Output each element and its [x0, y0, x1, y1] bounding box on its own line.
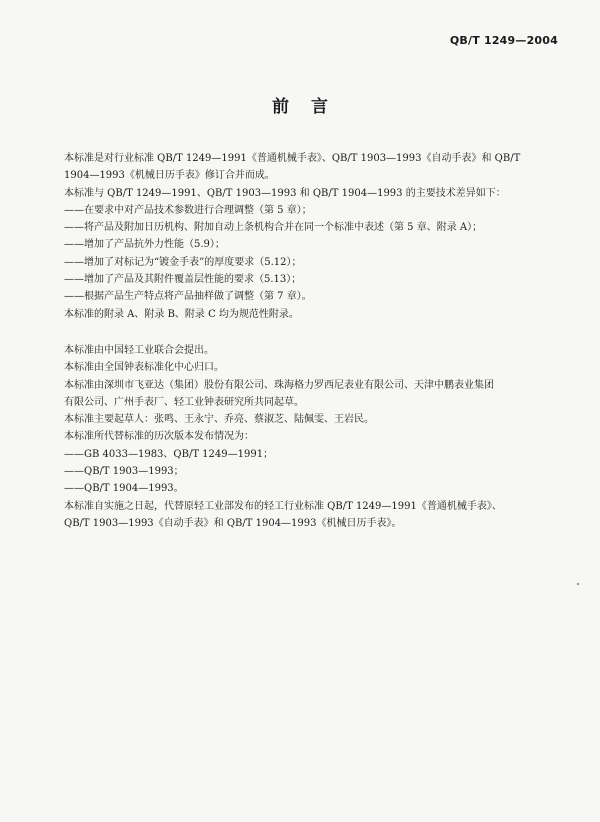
standard-code: QB/T 1249—2004: [449, 34, 558, 47]
paragraph-line: 本标准主要起草人：张鸣、王永宁、乔亮、蔡淑芝、陆佩雯、王岩民。: [64, 414, 374, 426]
paragraph-line: QB/T 1903—1993《自动手表》和 QB/T 1904—1993《机械日历手表》。: [64, 517, 402, 529]
paragraph-line: 本标准自实施之日起，代替原轻工业部发布的轻工行业标准 QB/T 1249—1991《普通机械手表》、: [64, 500, 502, 512]
page-title: 前言: [272, 97, 350, 117]
list-item: ——增加了对标记为“镀金手表”的厚度要求（5.12）；: [64, 256, 302, 268]
section-gap: [64, 323, 574, 342]
list-item: ——QB/T 1903—1993；: [64, 466, 184, 478]
list-item: ——增加了产品及其附件覆盖层性能的要求（5.13）；: [64, 274, 302, 286]
foreword-body: [64, 150, 574, 532]
paragraph-line: 本标准的附录 A、附录 B、附录 C 均为规范性附录。: [64, 308, 299, 320]
paragraph-line: 本标准与 QB/T 1249—1991、QB/T 1903—1993 和 QB/T 1904—1993 的主要技术差异如下：: [64, 187, 506, 199]
list-item: ——增加了产品抗外力性能（5.9）；: [64, 239, 225, 251]
list-item: ——QB/T 1904—1993。: [64, 483, 184, 495]
scan-speck: [577, 583, 579, 585]
paragraph-line: 1904—1993《机械日历手表》修订合并而成。: [64, 170, 275, 182]
paragraph-line: 本标准由中国轻工业联合会提出。: [64, 344, 214, 356]
list-item: ——根据产品生产特点将产品抽样做了调整（第 7 章）。: [64, 291, 312, 303]
list-item: ——GB 4033—1983、QB/T 1249—1991；: [64, 448, 274, 460]
paragraph-line: 本标准由深圳市飞亚达（集团）股份有限公司、珠海格力罗西尼表业有限公司、天津中鹏表业集团: [64, 379, 494, 391]
list-item: ——在要求中对产品技术参数进行合理调整（第 5 章）；: [64, 204, 312, 216]
list-item: ——将产品及附加日历机构、附加自动上条机构合并在同一个标准中表述（第 5 章、附录 A）；: [64, 222, 483, 234]
paragraph-line: 本标准由全国钟表标准化中心归口。: [64, 362, 224, 374]
paragraph-line: 有限公司、广州手表厂、轻工业钟表研究所共同起草。: [64, 396, 304, 408]
paragraph-line: 本标准是对行业标准 QB/T 1249—1991《普通机械手表》、QB/T 1903—1993《自动手表》和 QB/T: [64, 153, 521, 164]
paragraph-line: 本标准所代替标准的历次版本发布情况为：: [64, 431, 254, 443]
